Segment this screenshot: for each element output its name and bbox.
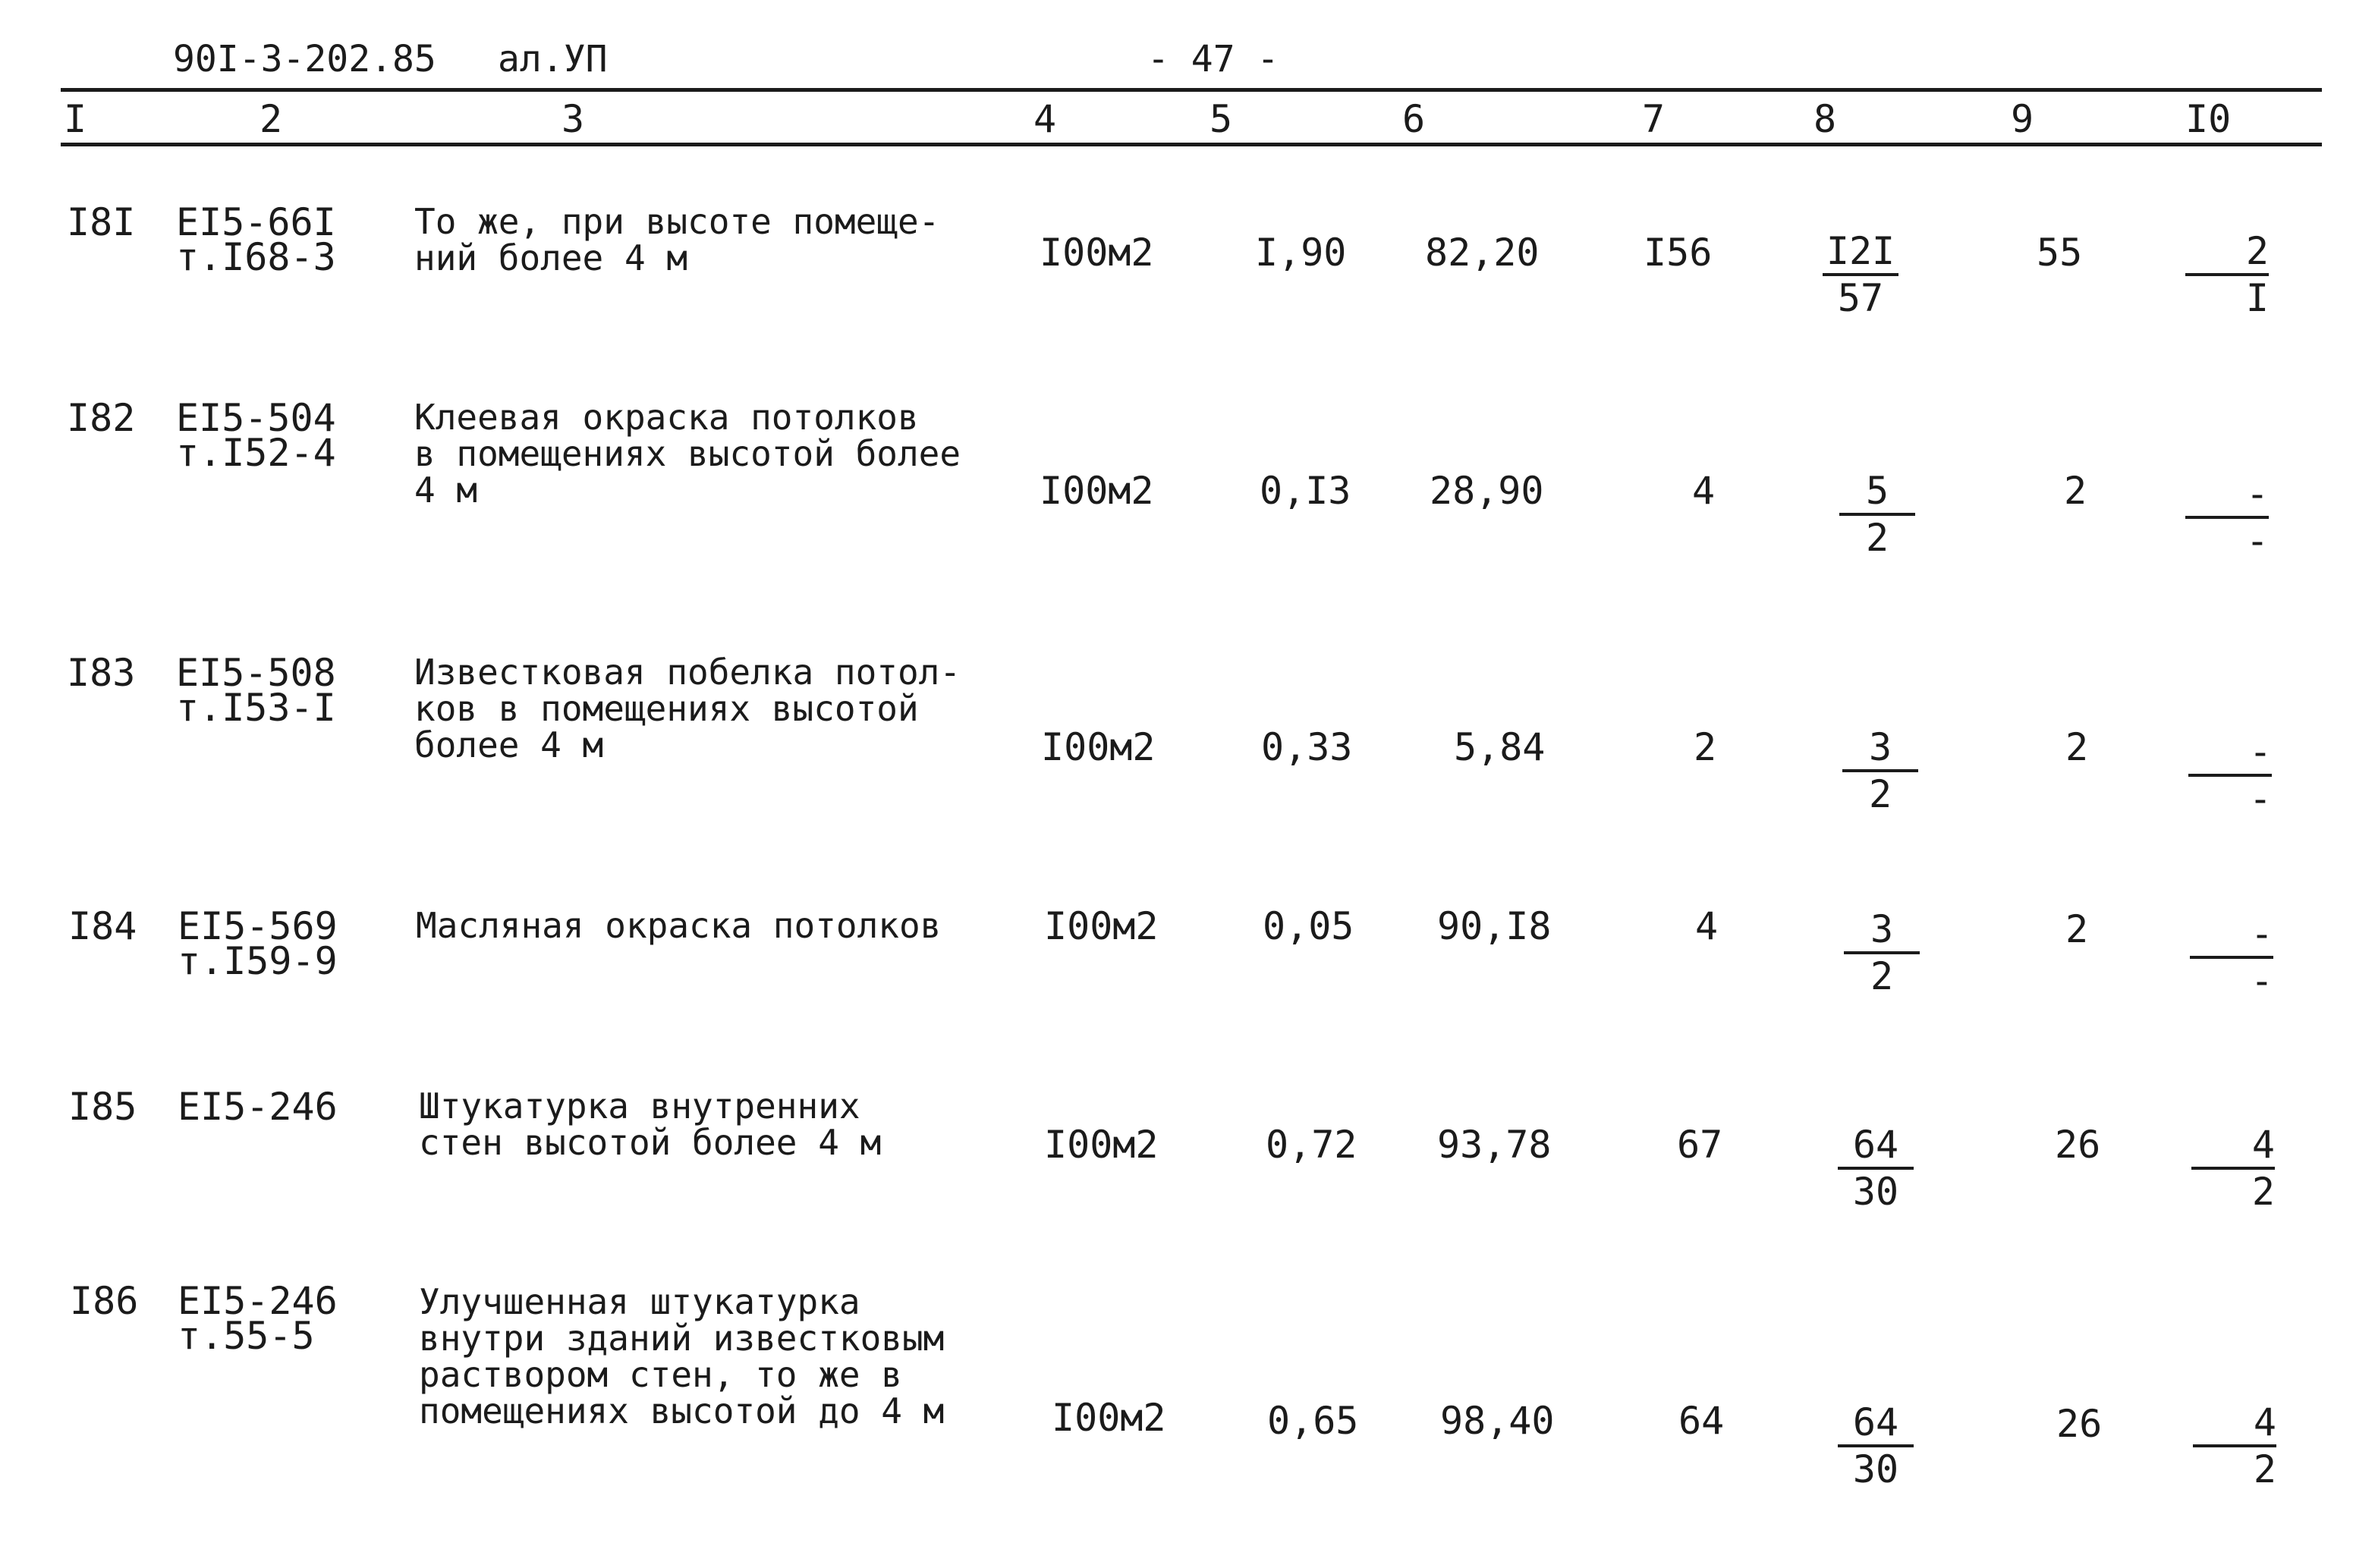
unit: I00м2	[1041, 725, 1156, 769]
estimate-code: EI5-504	[176, 396, 336, 440]
work-description: Штукатурка внутренних стен высотой более 4 м	[419, 1086, 882, 1163]
unit: I00м2	[1040, 231, 1154, 275]
column-9-value: 26	[2055, 1123, 2101, 1167]
wage-fraction: 64 30	[1830, 1126, 1921, 1211]
unit: I00м2	[1052, 1396, 1166, 1440]
column-9-value: 2	[2064, 469, 2087, 513]
row-number: I83	[67, 651, 136, 695]
work-description: Улучшенная штукатурка внутри зданий известковым раствором стен, то же в помещениях высотой до 4 м	[419, 1281, 945, 1431]
quantity: I,90	[1255, 231, 1347, 275]
total-cost: 64	[1678, 1399, 1725, 1443]
total-cost: 4	[1692, 469, 1716, 513]
row-number: I85	[68, 1085, 137, 1129]
column-header-9: 9	[2011, 97, 2034, 141]
unit-price: 82,20	[1425, 231, 1540, 275]
table-header-rule	[61, 143, 2322, 146]
page-number: - 47 -	[1147, 38, 1279, 80]
estimate-code: EI5-66I	[176, 200, 336, 244]
column-header-4: 4	[1033, 97, 1057, 141]
column-10-fraction: - -	[2190, 915, 2273, 1000]
total-cost: 4	[1695, 904, 1719, 948]
column-header-2: 2	[260, 97, 283, 141]
wage-fraction: 5 2	[1832, 472, 1923, 557]
table-reference: т.I53-I	[176, 686, 336, 730]
unit-price: 5,84	[1454, 725, 1546, 769]
table-reference: т.55-5	[178, 1314, 315, 1358]
unit: I00м2	[1040, 469, 1154, 513]
unit-price: 93,78	[1437, 1123, 1552, 1167]
quantity: 0,72	[1266, 1123, 1357, 1167]
column-9-value: 2	[2065, 725, 2089, 769]
column-9-value: 2	[2065, 907, 2089, 951]
quantity: 0,05	[1263, 904, 1354, 948]
column-10-fraction: 2 I	[2185, 232, 2269, 317]
wage-fraction: I2I 57	[1815, 232, 1906, 317]
column-10-fraction: - -	[2188, 733, 2272, 818]
column-header-3: 3	[562, 97, 585, 141]
quantity: 0,65	[1267, 1399, 1359, 1443]
column-header-8: 8	[1813, 97, 1837, 141]
column-header-6: 6	[1402, 97, 1426, 141]
table-reference: т.I59-9	[178, 939, 338, 983]
row-number: I82	[67, 396, 136, 440]
column-header-1: I	[64, 97, 87, 141]
column-10-fraction: 4 2	[2191, 1126, 2275, 1211]
column-9-value: 26	[2056, 1402, 2103, 1446]
estimate-code: EI5-246	[178, 1279, 338, 1323]
column-header-10: I0	[2185, 97, 2232, 141]
estimate-code: EI5-508	[176, 651, 336, 695]
total-cost: I56	[1644, 231, 1713, 275]
total-cost: 67	[1677, 1123, 1723, 1167]
work-description: Известковая побелка потол- ков в помещениях высотой более 4 м	[414, 652, 961, 765]
wage-fraction: 64 30	[1830, 1403, 1921, 1488]
column-header-7: 7	[1642, 97, 1666, 141]
quantity: 0,33	[1261, 725, 1353, 769]
unit-price: 90,I8	[1437, 904, 1552, 948]
work-description: Клеевая окраска потолков в помещениях высотой более 4 м	[414, 397, 961, 511]
unit: I00м2	[1044, 1123, 1159, 1167]
wage-fraction: 3 2	[1836, 910, 1927, 995]
album-label: ал.УП	[498, 38, 608, 80]
row-number: I8I	[67, 200, 136, 244]
work-description: Масляная окраска потолков	[416, 905, 942, 946]
document-code: 90I-3-202.85	[173, 38, 436, 80]
total-cost: 2	[1694, 725, 1717, 769]
unit: I00м2	[1044, 904, 1159, 948]
column-header-5: 5	[1210, 97, 1233, 141]
row-number: I86	[70, 1279, 139, 1323]
column-10-fraction: 4 2	[2193, 1403, 2276, 1488]
column-9-value: 55	[2037, 231, 2083, 275]
unit-price: 28,90	[1430, 469, 1544, 513]
unit-price: 98,40	[1440, 1399, 1555, 1443]
work-description: То же, при высоте помеще- ний более 4 м	[414, 201, 940, 278]
estimate-code: EI5-569	[178, 904, 338, 948]
quantity: 0,I3	[1260, 469, 1351, 513]
estimate-code: EI5-246	[178, 1085, 338, 1129]
wage-fraction: 3 2	[1835, 728, 1926, 813]
row-number: I84	[68, 904, 137, 948]
column-10-fraction: - -	[2185, 475, 2269, 560]
table-reference: т.I68-3	[176, 235, 336, 279]
table-reference: т.I52-4	[176, 431, 336, 475]
table-top-rule	[61, 88, 2322, 92]
